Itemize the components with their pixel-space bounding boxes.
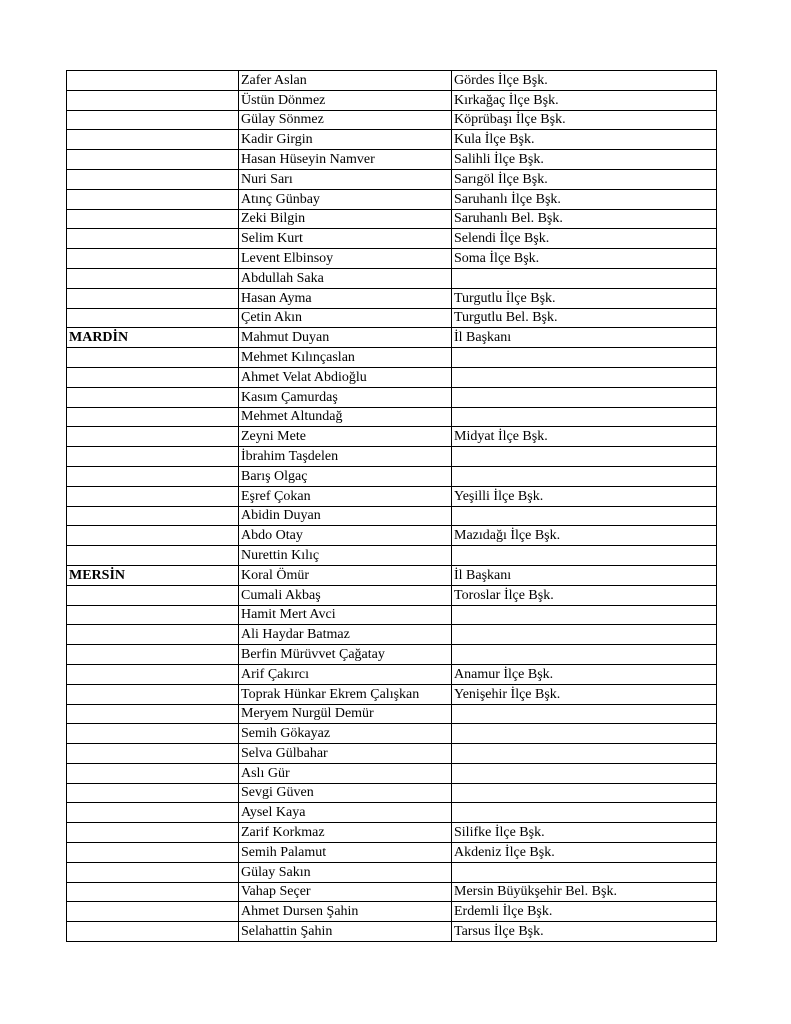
title-cell: İl Başkanı bbox=[452, 565, 717, 585]
title-cell bbox=[452, 348, 717, 368]
name-cell: Üstün Dönmez bbox=[239, 90, 452, 110]
title-cell: Mazıdağı İlçe Bşk. bbox=[452, 526, 717, 546]
table-row bbox=[67, 229, 717, 249]
title-cell bbox=[452, 783, 717, 803]
province-cell bbox=[67, 447, 239, 467]
title-cell: Silifke İlçe Bşk. bbox=[452, 823, 717, 843]
table-row bbox=[67, 823, 717, 843]
name-cell: Semih Palamut bbox=[239, 843, 452, 863]
title-cell bbox=[452, 763, 717, 783]
name-cell: Hamit Mert Avci bbox=[239, 605, 452, 625]
name-cell: Zeki Bilgin bbox=[239, 209, 452, 229]
table-row bbox=[67, 763, 717, 783]
name-cell: Atınç Günbay bbox=[239, 189, 452, 209]
name-cell: Berfin Mürüvvet Çağatay bbox=[239, 645, 452, 665]
table-row bbox=[67, 268, 717, 288]
province-cell bbox=[67, 862, 239, 882]
table-row bbox=[67, 407, 717, 427]
name-cell: Toprak Hünkar Ekrem Çalışkan bbox=[239, 684, 452, 704]
province-cell bbox=[67, 823, 239, 843]
table-row bbox=[67, 803, 717, 823]
table-row bbox=[67, 902, 717, 922]
title-cell bbox=[452, 387, 717, 407]
table-row bbox=[67, 625, 717, 645]
title-cell bbox=[452, 506, 717, 526]
province-cell bbox=[67, 427, 239, 447]
name-cell: Aslı Gür bbox=[239, 763, 452, 783]
table-row bbox=[67, 466, 717, 486]
name-cell: Nurettin Kılıç bbox=[239, 546, 452, 566]
name-cell: Abdullah Saka bbox=[239, 268, 452, 288]
title-cell: Yenişehir İlçe Bşk. bbox=[452, 684, 717, 704]
province-cell bbox=[67, 882, 239, 902]
table-row bbox=[67, 130, 717, 150]
title-cell: Midyat İlçe Bşk. bbox=[452, 427, 717, 447]
title-cell: Gördes İlçe Bşk. bbox=[452, 71, 717, 91]
name-cell: İbrahim Taşdelen bbox=[239, 447, 452, 467]
title-cell: Salihli İlçe Bşk. bbox=[452, 150, 717, 170]
table-row bbox=[67, 169, 717, 189]
title-cell: Turgutlu İlçe Bşk. bbox=[452, 288, 717, 308]
province-cell bbox=[67, 387, 239, 407]
province-cell bbox=[67, 90, 239, 110]
table-row bbox=[67, 783, 717, 803]
name-cell: Vahap Seçer bbox=[239, 882, 452, 902]
name-cell: Abidin Duyan bbox=[239, 506, 452, 526]
name-cell: Mahmut Duyan bbox=[239, 328, 452, 348]
title-cell: İl Başkanı bbox=[452, 328, 717, 348]
province-cell: MARDİN bbox=[67, 328, 239, 348]
table-row bbox=[67, 744, 717, 764]
title-cell: Saruhanlı Bel. Bşk. bbox=[452, 209, 717, 229]
province-cell bbox=[67, 843, 239, 863]
province-cell bbox=[67, 506, 239, 526]
title-cell: Soma İlçe Bşk. bbox=[452, 249, 717, 269]
table-row bbox=[67, 664, 717, 684]
province-cell bbox=[67, 268, 239, 288]
province-cell bbox=[67, 367, 239, 387]
table-row bbox=[67, 387, 717, 407]
name-cell: Selva Gülbahar bbox=[239, 744, 452, 764]
table-row bbox=[67, 585, 717, 605]
name-cell: Gülay Sakın bbox=[239, 862, 452, 882]
title-cell bbox=[452, 268, 717, 288]
table-row bbox=[67, 90, 717, 110]
province-cell bbox=[67, 803, 239, 823]
table-row bbox=[67, 645, 717, 665]
name-cell: Aysel Kaya bbox=[239, 803, 452, 823]
title-cell: Turgutlu Bel. Bşk. bbox=[452, 308, 717, 328]
title-cell: Selendi İlçe Bşk. bbox=[452, 229, 717, 249]
table-row bbox=[67, 308, 717, 328]
title-cell bbox=[452, 466, 717, 486]
title-cell bbox=[452, 744, 717, 764]
name-cell: Semih Gökayaz bbox=[239, 724, 452, 744]
province-cell bbox=[67, 922, 239, 942]
province-cell bbox=[67, 902, 239, 922]
name-cell: Çetin Akın bbox=[239, 308, 452, 328]
name-cell: Mehmet Altundağ bbox=[239, 407, 452, 427]
name-cell: Barış Olgaç bbox=[239, 466, 452, 486]
province-cell bbox=[67, 744, 239, 764]
title-cell bbox=[452, 625, 717, 645]
title-cell: Toroslar İlçe Bşk. bbox=[452, 585, 717, 605]
table-row bbox=[67, 110, 717, 130]
title-cell: Erdemli İlçe Bşk. bbox=[452, 902, 717, 922]
province-cell bbox=[67, 585, 239, 605]
table-row bbox=[67, 288, 717, 308]
title-cell bbox=[452, 447, 717, 467]
name-cell: Abdo Otay bbox=[239, 526, 452, 546]
table-row bbox=[67, 704, 717, 724]
title-cell bbox=[452, 367, 717, 387]
name-cell: Ahmet Dursen Şahin bbox=[239, 902, 452, 922]
title-cell: Kula İlçe Bşk. bbox=[452, 130, 717, 150]
table-row bbox=[67, 447, 717, 467]
province-cell bbox=[67, 169, 239, 189]
province-cell bbox=[67, 684, 239, 704]
name-cell: Eşref Çokan bbox=[239, 486, 452, 506]
table-row bbox=[67, 249, 717, 269]
province-cell bbox=[67, 209, 239, 229]
title-cell: Mersin Büyükşehir Bel. Bşk. bbox=[452, 882, 717, 902]
table-row bbox=[67, 546, 717, 566]
members-table-body bbox=[67, 71, 717, 942]
title-cell: Tarsus İlçe Bşk. bbox=[452, 922, 717, 942]
province-cell bbox=[67, 407, 239, 427]
title-cell: Anamur İlçe Bşk. bbox=[452, 664, 717, 684]
name-cell: Zafer Aslan bbox=[239, 71, 452, 91]
province-cell bbox=[67, 783, 239, 803]
title-cell bbox=[452, 407, 717, 427]
province-cell bbox=[67, 625, 239, 645]
table-row bbox=[67, 565, 717, 585]
name-cell: Sevgi Güven bbox=[239, 783, 452, 803]
title-cell: Köprübaşı İlçe Bşk. bbox=[452, 110, 717, 130]
province-cell bbox=[67, 664, 239, 684]
province-cell bbox=[67, 189, 239, 209]
province-cell bbox=[67, 71, 239, 91]
title-cell: Kırkağaç İlçe Bşk. bbox=[452, 90, 717, 110]
province-cell bbox=[67, 348, 239, 368]
table-row bbox=[67, 348, 717, 368]
province-cell bbox=[67, 288, 239, 308]
title-cell: Akdeniz İlçe Bşk. bbox=[452, 843, 717, 863]
name-cell: Gülay Sönmez bbox=[239, 110, 452, 130]
province-cell bbox=[67, 130, 239, 150]
title-cell: Yeşilli İlçe Bşk. bbox=[452, 486, 717, 506]
table-row bbox=[67, 724, 717, 744]
name-cell: Koral Ömür bbox=[239, 565, 452, 585]
province-cell bbox=[67, 150, 239, 170]
table-row bbox=[67, 189, 717, 209]
province-cell bbox=[67, 645, 239, 665]
name-cell: Kasım Çamurdaş bbox=[239, 387, 452, 407]
province-cell bbox=[67, 229, 239, 249]
table-row bbox=[67, 150, 717, 170]
table-row bbox=[67, 486, 717, 506]
name-cell: Selim Kurt bbox=[239, 229, 452, 249]
name-cell: Hasan Ayma bbox=[239, 288, 452, 308]
province-cell: MERSİN bbox=[67, 565, 239, 585]
table-row bbox=[67, 605, 717, 625]
province-cell bbox=[67, 110, 239, 130]
province-cell bbox=[67, 724, 239, 744]
name-cell: Ahmet Velat Abdioğlu bbox=[239, 367, 452, 387]
title-cell bbox=[452, 724, 717, 744]
province-cell bbox=[67, 546, 239, 566]
name-cell: Kadir Girgin bbox=[239, 130, 452, 150]
table-row bbox=[67, 526, 717, 546]
province-cell bbox=[67, 308, 239, 328]
table-row bbox=[67, 328, 717, 348]
province-cell bbox=[67, 763, 239, 783]
province-cell bbox=[67, 466, 239, 486]
title-cell: Saruhanlı İlçe Bşk. bbox=[452, 189, 717, 209]
name-cell: Meryem Nurgül Demür bbox=[239, 704, 452, 724]
table-row bbox=[67, 367, 717, 387]
name-cell: Zeyni Mete bbox=[239, 427, 452, 447]
table-row bbox=[67, 843, 717, 863]
title-cell bbox=[452, 605, 717, 625]
title-cell bbox=[452, 546, 717, 566]
table-row bbox=[67, 209, 717, 229]
province-cell bbox=[67, 249, 239, 269]
name-cell: Ali Haydar Batmaz bbox=[239, 625, 452, 645]
table-row bbox=[67, 862, 717, 882]
title-cell: Sarıgöl İlçe Bşk. bbox=[452, 169, 717, 189]
province-cell bbox=[67, 704, 239, 724]
title-cell bbox=[452, 645, 717, 665]
table-row bbox=[67, 684, 717, 704]
table-row bbox=[67, 427, 717, 447]
province-cell bbox=[67, 605, 239, 625]
name-cell: Selahattin Şahin bbox=[239, 922, 452, 942]
name-cell: Hasan Hüseyin Namver bbox=[239, 150, 452, 170]
name-cell: Nuri Sarı bbox=[239, 169, 452, 189]
table-row bbox=[67, 71, 717, 91]
name-cell: Zarif Korkmaz bbox=[239, 823, 452, 843]
table-row bbox=[67, 922, 717, 942]
title-cell bbox=[452, 862, 717, 882]
name-cell: Mehmet Kılınçaslan bbox=[239, 348, 452, 368]
table-row bbox=[67, 882, 717, 902]
province-cell bbox=[67, 486, 239, 506]
members-table bbox=[66, 70, 717, 942]
province-cell bbox=[67, 526, 239, 546]
table-row bbox=[67, 506, 717, 526]
title-cell bbox=[452, 704, 717, 724]
name-cell: Arif Çakırcı bbox=[239, 664, 452, 684]
name-cell: Cumali Akbaş bbox=[239, 585, 452, 605]
title-cell bbox=[452, 803, 717, 823]
name-cell: Levent Elbinsoy bbox=[239, 249, 452, 269]
